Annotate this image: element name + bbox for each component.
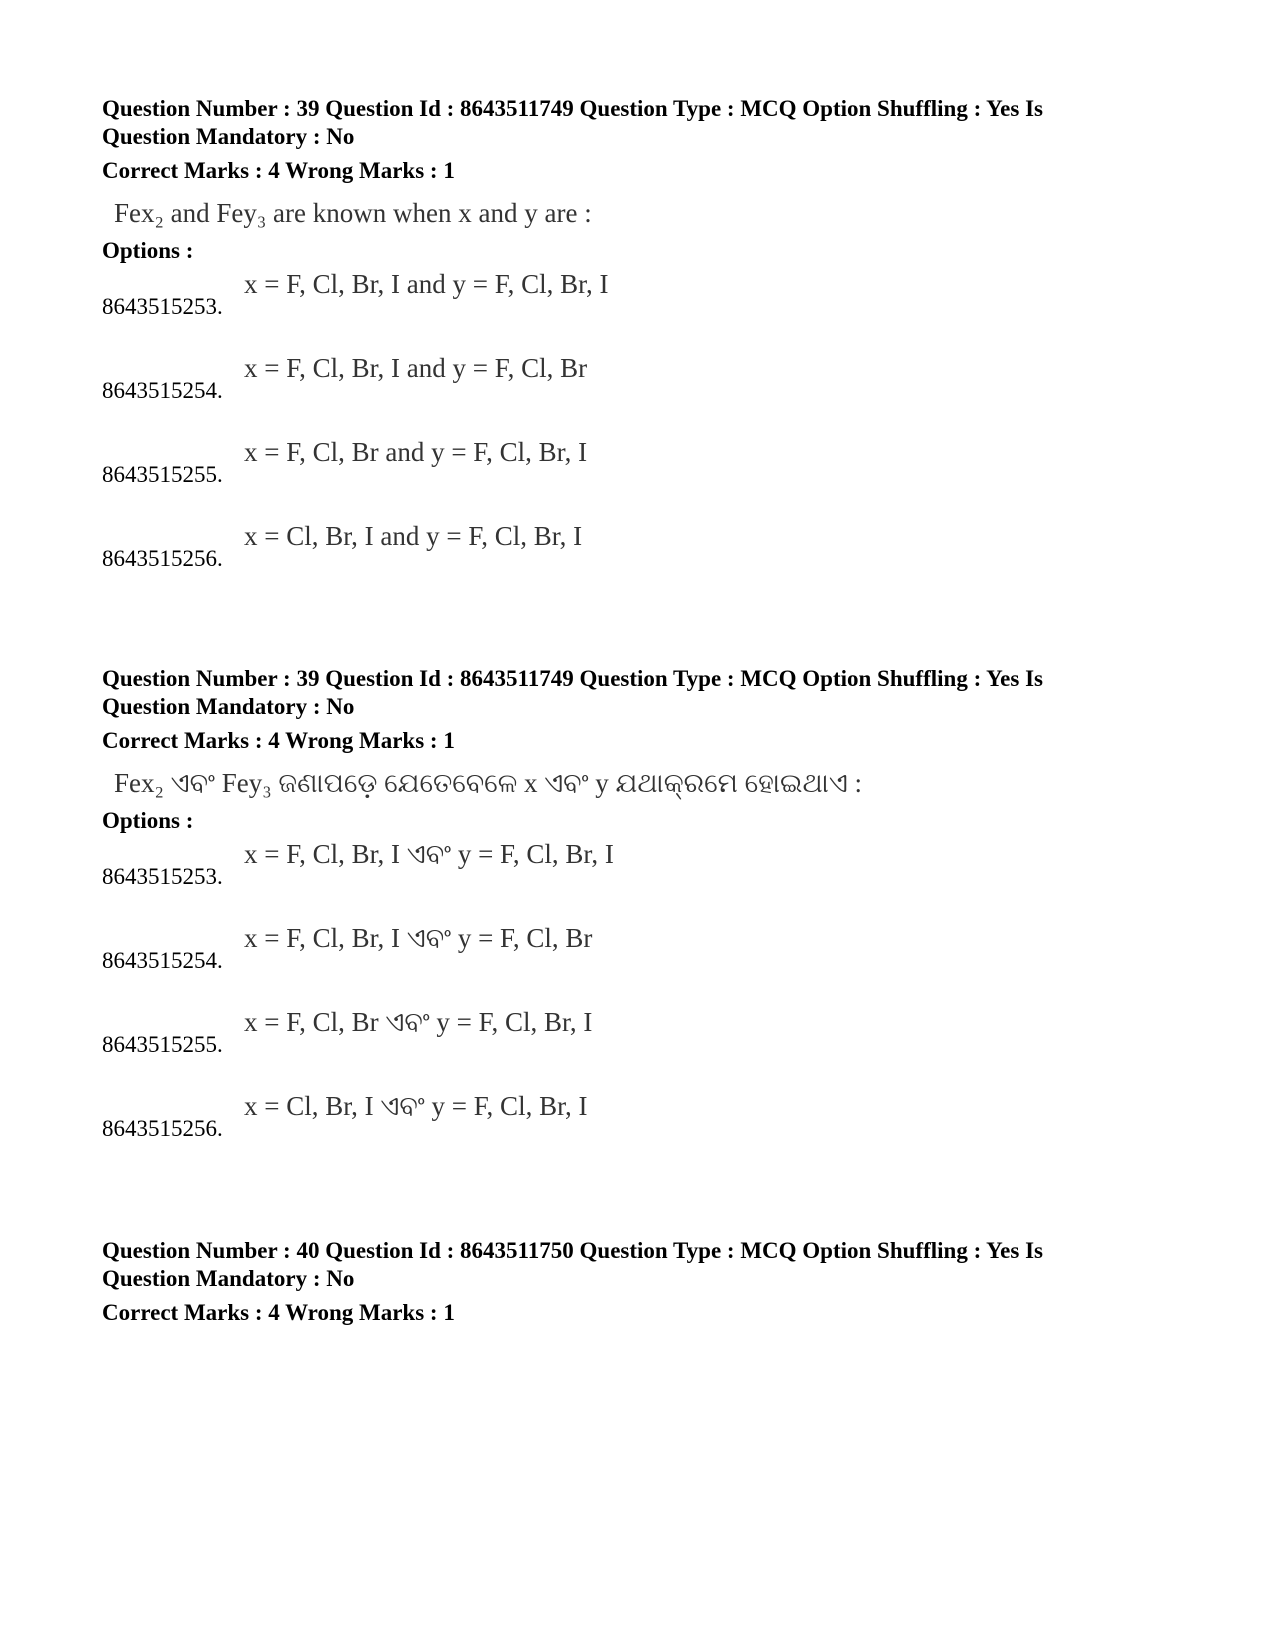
option-text: x = Cl, Br, I ଏବଂ y = F, Cl, Br, I <box>244 1091 588 1121</box>
option-text: x = F, Cl, Br, I ଏବଂ y = F, Cl, Br <box>244 923 593 953</box>
option-id: 8643515255. <box>102 1032 223 1057</box>
option-text: x = Cl, Br, I and y = F, Cl, Br, I <box>244 521 583 551</box>
question-marks: Correct Marks : 4 Wrong Marks : 1 <box>102 158 455 183</box>
question-block-odia <box>102 665 1182 1173</box>
question-header-line2: Question Mandatory : No <box>102 1266 355 1291</box>
option-id: 8643515255. <box>102 462 223 487</box>
question-block-next <box>102 1237 1182 1327</box>
option-id: 8643515254. <box>102 378 223 403</box>
option-item <box>102 921 1182 1005</box>
question-marks: Correct Marks : 4 Wrong Marks : 1 <box>102 728 455 753</box>
option-text: x = F, Cl, Br, I and y = F, Cl, Br, I <box>244 269 609 299</box>
option-id: 8643515253. <box>102 294 223 319</box>
option-text: x = F, Cl, Br ଏବଂ y = F, Cl, Br, I <box>244 1007 593 1037</box>
option-id: 8643515256. <box>102 1116 223 1141</box>
option-item <box>102 267 1182 351</box>
question-header-line1: Question Number : 39 Question Id : 8643511749 Question Type : MCQ Option Shuffling : Yes Is <box>102 96 1043 121</box>
option-id: 8643515256. <box>102 546 223 571</box>
option-item <box>102 837 1182 921</box>
option-item <box>102 435 1182 519</box>
option-id: 8643515253. <box>102 864 223 889</box>
option-item <box>102 1005 1182 1089</box>
option-text: x = F, Cl, Br, I ଏବଂ y = F, Cl, Br, I <box>244 839 614 869</box>
question-header-line2: Question Mandatory : No <box>102 694 355 719</box>
question-block-english <box>102 95 1182 603</box>
options-label: Options : <box>102 808 194 833</box>
question-stem: Fex₂ and Fey₃ are known when x and y are : <box>114 198 592 228</box>
question-header-line1: Question Number : 40 Question Id : 8643511750 Question Type : MCQ Option Shuffling : Yes Is <box>102 1238 1043 1263</box>
option-text: x = F, Cl, Br, I and y = F, Cl, Br <box>244 353 588 383</box>
option-text: x = F, Cl, Br and y = F, Cl, Br, I <box>244 437 588 467</box>
options-label: Options : <box>102 238 194 263</box>
question-stem: Fex₂ ଏବଂ Fey₃ ଜଣାପଡ଼େ ଯେତେବେଳେ x ଏବଂ y ଯଥାକ୍ରମେ ହୋଇଥାଏ : <box>114 768 863 798</box>
question-header-line2: Question Mandatory : No <box>102 124 355 149</box>
question-marks: Correct Marks : 4 Wrong Marks : 1 <box>102 1300 455 1325</box>
question-header-line1: Question Number : 39 Question Id : 8643511749 Question Type : MCQ Option Shuffling : Yes Is <box>102 666 1043 691</box>
option-item <box>102 351 1182 435</box>
option-item <box>102 519 1182 603</box>
option-item <box>102 1089 1182 1173</box>
option-id: 8643515254. <box>102 948 223 973</box>
